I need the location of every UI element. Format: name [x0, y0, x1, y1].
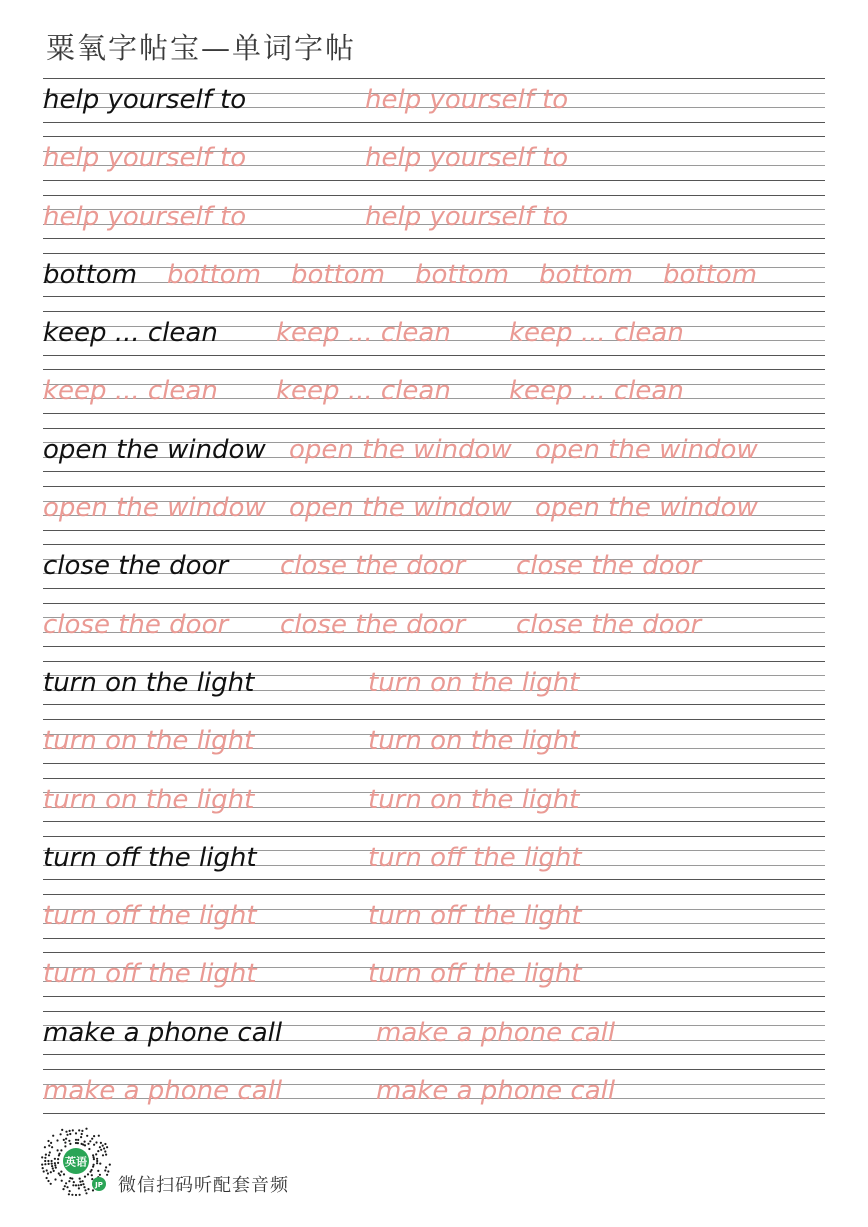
footer — [40, 1127, 340, 1199]
practice-row — [43, 836, 825, 894]
guide-line — [43, 296, 825, 297]
guide-line — [43, 413, 825, 414]
trace-phrase: bottom — [415, 259, 510, 290]
guide-line — [43, 122, 825, 123]
practice-sheet — [43, 78, 825, 1127]
guide-line — [43, 996, 825, 997]
trace-phrase: help yourself to — [43, 201, 247, 232]
guide-line — [43, 238, 825, 239]
guide-line — [43, 1113, 825, 1114]
practice-row — [43, 78, 825, 136]
trace-phrase: make a phone call — [376, 1017, 616, 1048]
guide-line — [43, 136, 825, 137]
guide-line — [43, 544, 825, 545]
trace-phrase: bottom — [167, 259, 262, 290]
guide-line — [43, 952, 825, 953]
guide-line — [43, 369, 825, 370]
guide-line — [43, 646, 825, 647]
trace-phrase: turn off the light — [368, 901, 582, 932]
practice-row — [43, 311, 825, 369]
model-phrase: turn on the light — [43, 667, 255, 698]
page-title: 粟氧字帖宝—单词字帖 — [46, 31, 357, 65]
trace-phrase: bottom — [539, 259, 634, 290]
trace-phrase: close the door — [280, 551, 466, 582]
guide-line — [43, 78, 825, 79]
practice-row — [43, 136, 825, 194]
guide-line — [43, 836, 825, 837]
guide-line — [43, 894, 825, 895]
trace-phrase: turn on the light — [368, 667, 580, 698]
guide-line — [43, 530, 825, 531]
trace-phrase: close the door — [516, 551, 702, 582]
trace-phrase: open the window — [289, 493, 512, 524]
guide-line — [43, 821, 825, 822]
model-phrase: turn off the light — [43, 842, 257, 873]
practice-row — [43, 778, 825, 836]
practice-row — [43, 253, 825, 311]
practice-row — [43, 661, 825, 719]
trace-phrase: open the window — [289, 434, 512, 465]
practice-row — [43, 894, 825, 952]
model-phrase: make a phone call — [43, 1017, 283, 1048]
trace-phrase: help yourself to — [365, 85, 569, 115]
trace-phrase: close the door — [43, 609, 229, 640]
model-phrase: help yourself to — [43, 85, 247, 115]
trace-phrase: help yourself to — [365, 201, 569, 232]
guide-line — [43, 355, 825, 356]
guide-line — [43, 879, 825, 880]
guide-line — [43, 253, 825, 254]
guide-line — [43, 1069, 825, 1070]
practice-row — [43, 1069, 825, 1127]
guide-line — [43, 938, 825, 939]
trace-phrase: open the window — [535, 493, 758, 524]
practice-row — [43, 195, 825, 253]
trace-phrase: keep ... clean — [43, 376, 218, 407]
trace-phrase: turn off the light — [43, 901, 257, 932]
trace-phrase: turn off the light — [368, 959, 582, 990]
guide-line — [43, 195, 825, 196]
guide-line — [43, 778, 825, 779]
model-phrase: open the window — [43, 434, 266, 465]
practice-row — [43, 1011, 825, 1069]
practice-row — [43, 952, 825, 1010]
trace-phrase: turn on the light — [43, 726, 255, 757]
guide-line — [43, 180, 825, 181]
trace-phrase: turn on the light — [43, 784, 255, 815]
practice-row — [43, 544, 825, 602]
trace-phrase: make a phone call — [43, 1076, 283, 1107]
trace-phrase: help yourself to — [43, 143, 247, 174]
practice-row — [43, 719, 825, 777]
trace-phrase: keep ... clean — [276, 318, 451, 349]
trace-phrase: bottom — [663, 259, 758, 290]
guide-line — [43, 704, 825, 705]
trace-phrase: keep ... clean — [509, 376, 684, 407]
model-phrase: close the door — [43, 551, 229, 582]
qr-badge-label: 英语 — [65, 1155, 87, 1169]
guide-line — [43, 311, 825, 312]
trace-phrase: keep ... clean — [509, 318, 684, 349]
qr-corner-label: JP — [95, 1181, 103, 1189]
practice-row — [43, 428, 825, 486]
trace-phrase: close the door — [280, 609, 466, 640]
trace-phrase: bottom — [291, 259, 386, 290]
qr-code-icon[interactable] — [40, 1127, 112, 1199]
trace-phrase: turn off the light — [43, 959, 257, 990]
trace-phrase: make a phone call — [376, 1076, 616, 1107]
guide-line — [43, 428, 825, 429]
trace-phrase: keep ... clean — [276, 376, 451, 407]
model-phrase: keep ... clean — [43, 318, 218, 349]
trace-phrase: open the window — [43, 493, 266, 524]
trace-phrase: turn off the light — [368, 842, 582, 873]
model-phrase: bottom — [43, 259, 138, 290]
guide-line — [43, 471, 825, 472]
practice-row — [43, 369, 825, 427]
guide-line — [43, 763, 825, 764]
trace-phrase: turn on the light — [368, 726, 580, 757]
guide-line — [43, 1011, 825, 1012]
trace-phrase: open the window — [535, 434, 758, 465]
audio-caption: 微信扫码听配套音频 — [118, 1175, 289, 1196]
trace-phrase: help yourself to — [365, 143, 569, 174]
trace-phrase: close the door — [516, 609, 702, 640]
guide-line — [43, 603, 825, 604]
guide-line — [43, 719, 825, 720]
guide-line — [43, 486, 825, 487]
trace-phrase: turn on the light — [368, 784, 580, 815]
guide-line — [43, 588, 825, 589]
guide-line — [43, 1054, 825, 1055]
guide-line — [43, 661, 825, 662]
practice-row — [43, 603, 825, 661]
practice-row — [43, 486, 825, 544]
